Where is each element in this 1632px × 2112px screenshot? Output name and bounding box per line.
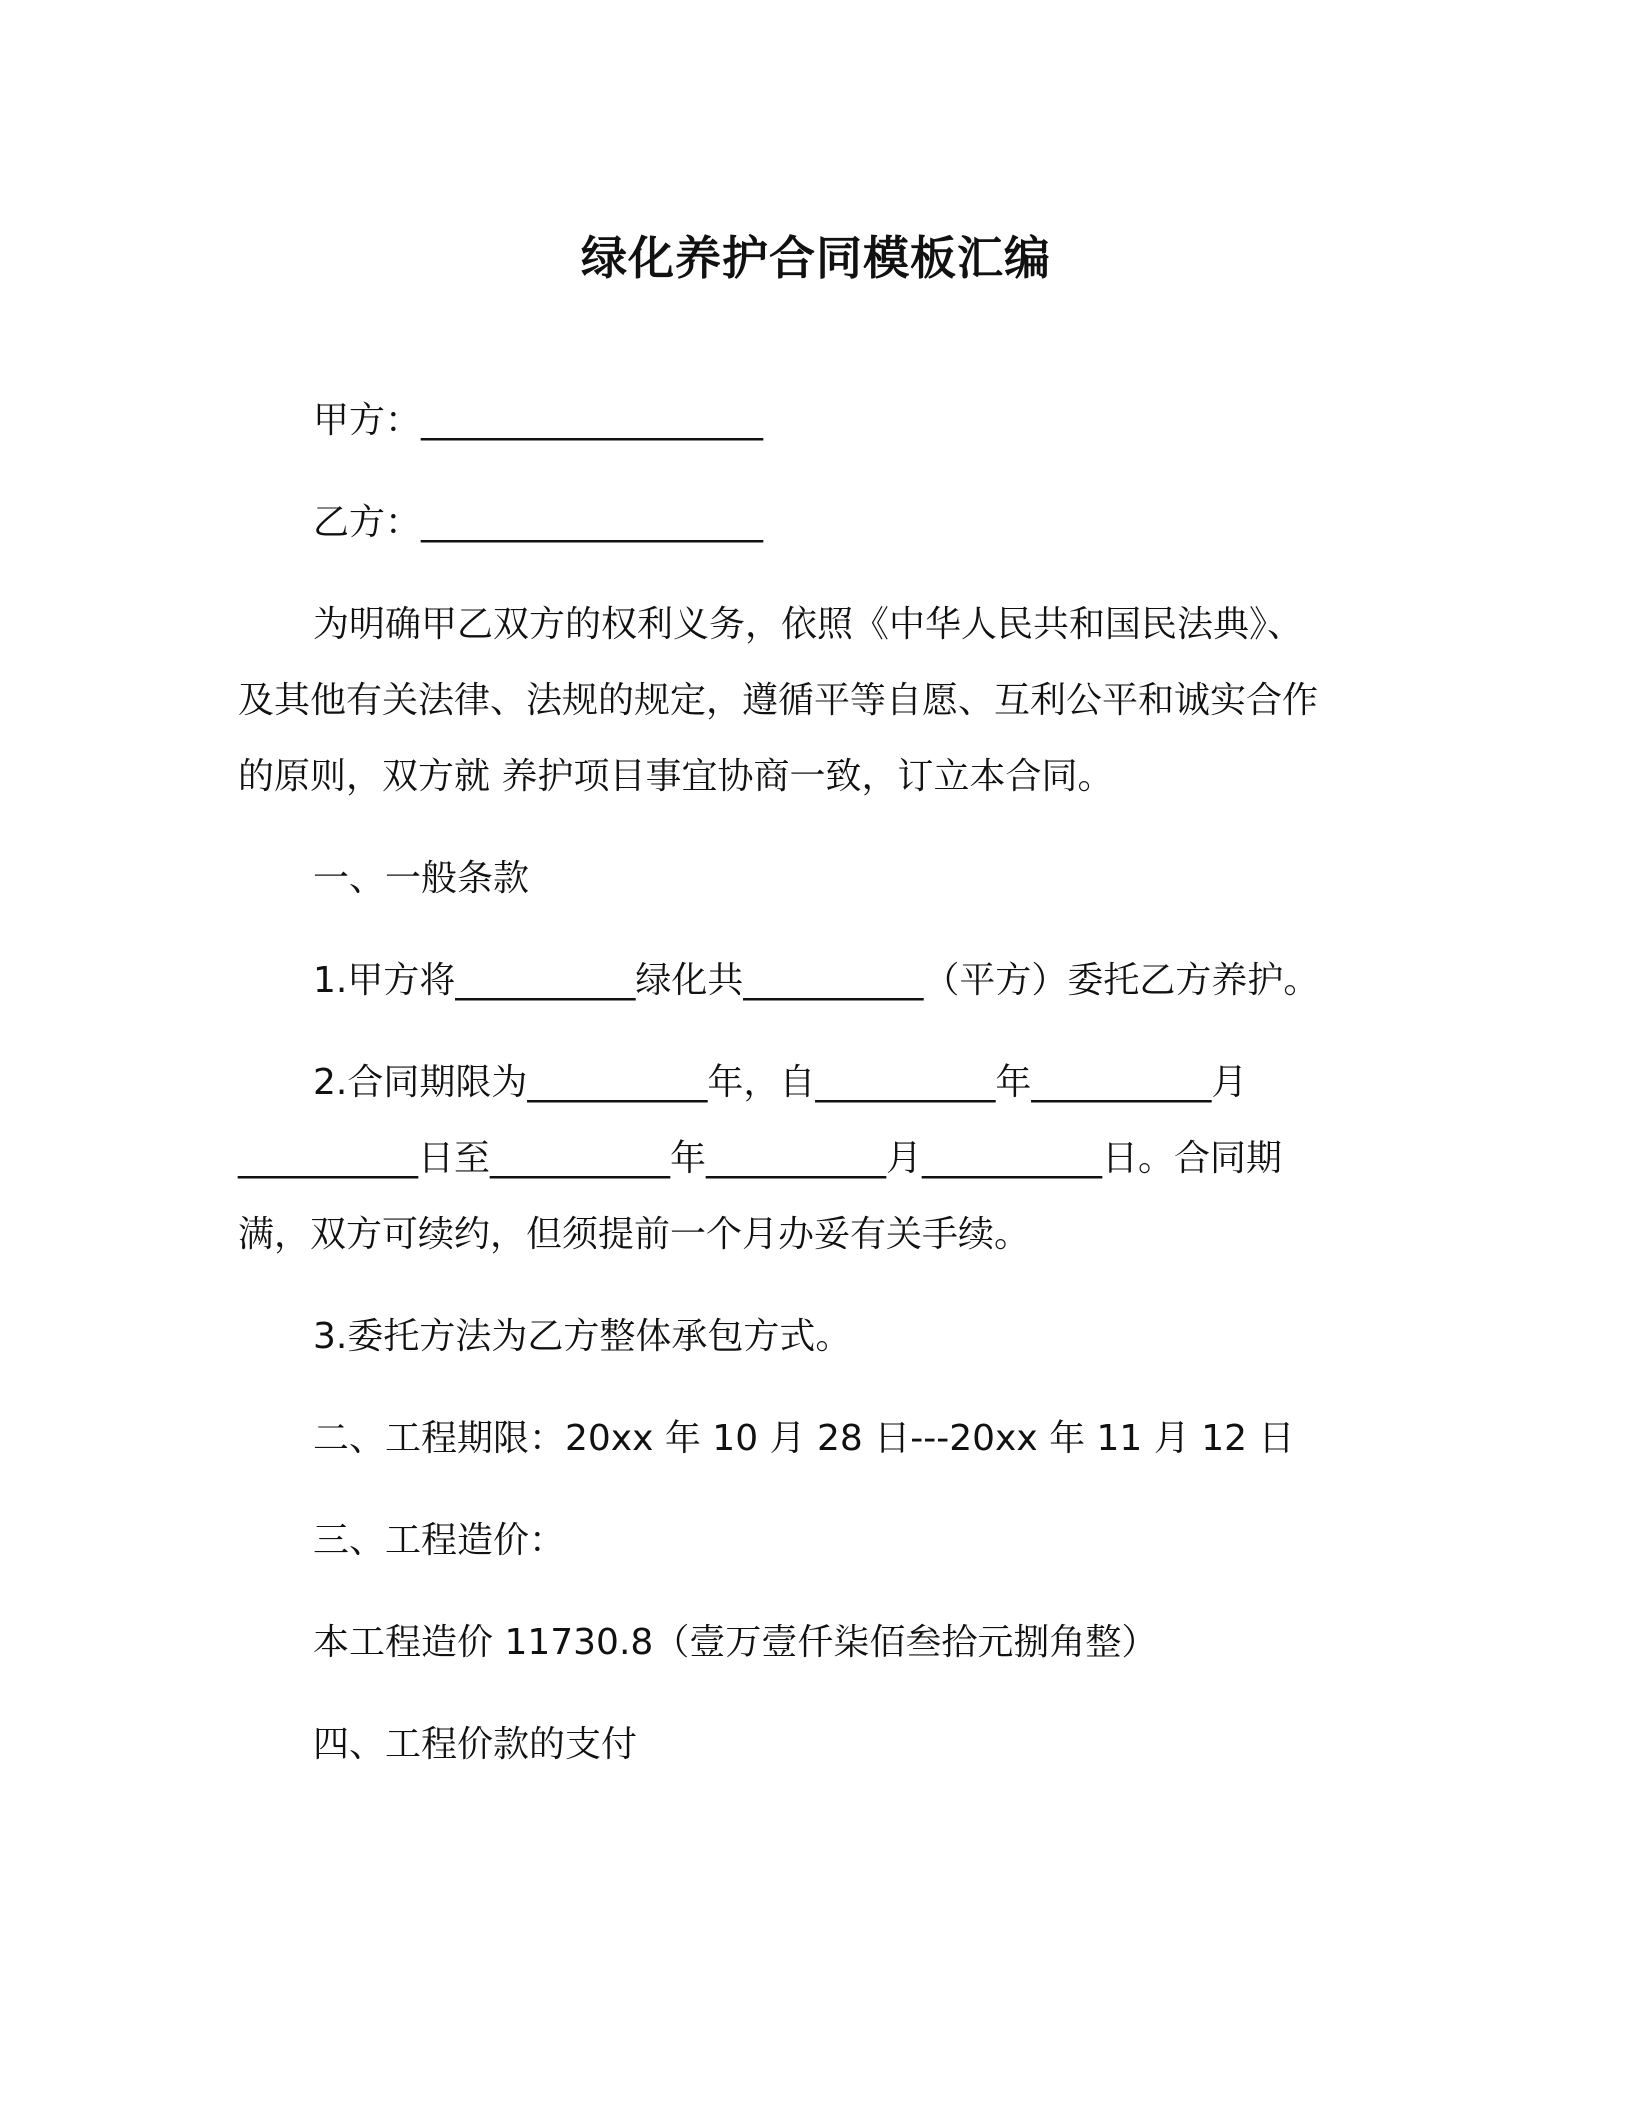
section-heading-payment: 四、工程价款的支付 <box>313 1724 638 1765</box>
party-a-line: 甲方：___________________ <box>313 400 764 441</box>
party-b-line: 乙方：___________________ <box>313 502 764 543</box>
preamble-line-1: 为明确甲乙双方的权利义务，依照《中华人民共和国民法典》、 <box>313 604 1304 645</box>
cost-amount-line: 本工程造价 11730.8（壹万壹仟柒佰叁拾元捌角整） <box>313 1622 1158 1663</box>
clause-3-line: 3.委托方法为乙方整体承包方式。 <box>313 1316 852 1357</box>
clause-1-line: 1.甲方将__________绿化共__________（平方）委托乙方养护。 <box>313 960 1320 1001</box>
section-heading-general: 一、一般条款 <box>313 858 530 899</box>
section-heading-cost: 三、工程造价： <box>313 1520 566 1561</box>
clause-2-line-3: 满，双方可续约，但须提前一个月办妥有关手续。 <box>238 1214 1031 1255</box>
preamble-line-2: 及其他有关法律、法规的规定，遵循平等自愿、互利公平和诚实合作 <box>238 680 1319 721</box>
clause-2-line-2: __________日至__________年__________月__________日。合同期 <box>238 1138 1283 1179</box>
preamble-line-3: 的原则，双方就 养护项目事宜协商一致，订立本合同。 <box>238 756 1114 797</box>
section-heading-period: 二、工程期限：20xx 年 10 月 28 日---20xx 年 11 月 12 日 <box>313 1418 1295 1459</box>
clause-2-line-1: 2.合同期限为__________年，自__________年__________月 <box>313 1062 1248 1103</box>
document-title: 绿化养护合同模板汇编 <box>581 231 1051 285</box>
